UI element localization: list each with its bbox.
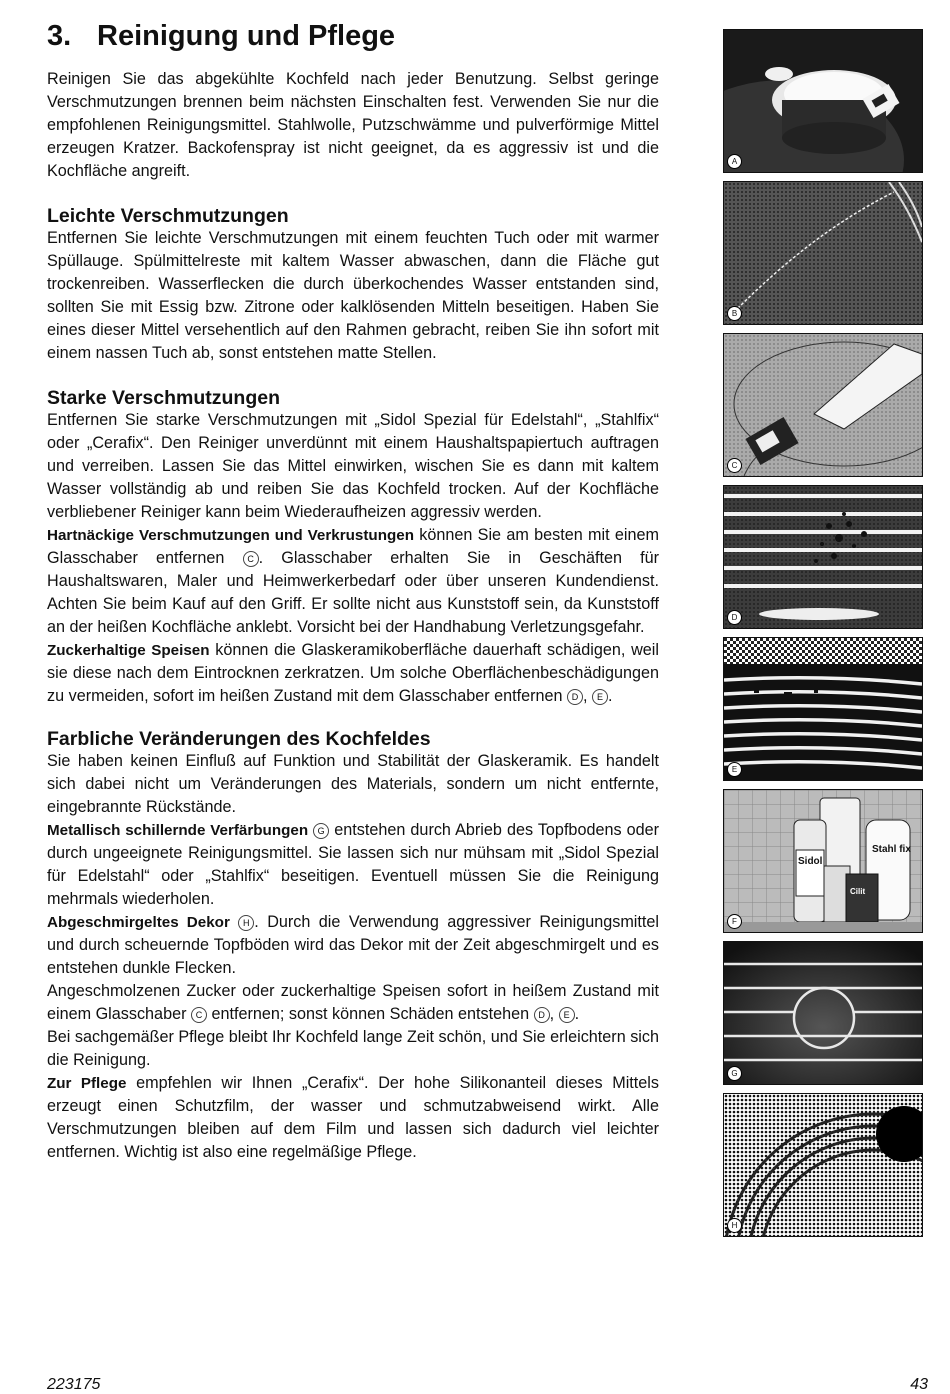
section-heavy-title: Starke Verschmutzungen <box>47 387 280 409</box>
section-light-title: Leichte Verschmutzungen <box>47 205 289 227</box>
melted-sugar-paragraph: Angeschmolzenen Zucker oder zuckerhaltige Speisen sofort in heißem Zustand mit einem Glasschaber C entfernen; sonst können Schäden entstehen D , E . <box>47 982 659 1023</box>
figure-f <box>723 789 923 933</box>
section-color-title: Farbliche Veränderungen des Kochfeldes <box>47 728 431 750</box>
main-column <box>47 18 659 1164</box>
figure-c <box>723 333 923 477</box>
ref-d-2: D <box>534 1007 550 1023</box>
section-light-text: Entfernen Sie leichte Verschmutzungen mit einem feuchten Tuch oder mit warmer Spüllauge. Spülmittelreste mit kaltem Wasser abwaschen, dann die Fläche gut trockenreiben. Wasserflecken die durch überkochendes Wasser entstanden sind, sollten Sie mit Essig bzw. Zitrone oder kalklösenden Mitteln beseitigen. Haben Sie eines dieser Mittel versehentlich auf den Rahmen gebracht, reiben Sie ihn sofort mit einem nassen Tuch ab, sonst entstehen matte Stellen. <box>47 229 659 362</box>
intro-paragraph: Reinigen Sie das abgekühlte Kochfeld nach jeder Benutzung. Selbst geringe Verschmutzungen brennen beim nächsten Einschalten fest. Verwenden Sie nur die empfohlenen Reinigungsmittel. Stahlwolle, Putzschwämme und pulverförmige Mittel erzeugen Kratzer. Backofenspray ist nicht geeignet, da es aggressiv ist und die Kochfläche angreift. <box>47 70 659 180</box>
figure-g <box>723 941 923 1085</box>
figure-a <box>723 29 923 173</box>
cilit-label: Cilit <box>850 887 866 896</box>
figure-e <box>723 637 923 781</box>
ref-c: C <box>243 551 259 567</box>
figure-column <box>723 29 923 1245</box>
figure-label: G <box>727 1066 742 1081</box>
figure-label: B <box>727 306 742 321</box>
figure-label: C <box>727 458 742 473</box>
figure-label: F <box>727 914 742 929</box>
cerafix-paragraph: Zur Pflege empfehlen wir Ihnen „Cerafix“. Der hohe Silikonanteil dieses Mittels erzeugt einen Schutzfilm, der wasser und schmutzabweisend wirkt. Alle Verschmutzungen bleiben auf dem Film und lassen sich dadurch viel leichter entfernen. Wichtig ist also eine regelmäßige Pflege. <box>47 1074 659 1161</box>
stubborn-paragraph: Hartnäckige Verschmutzungen und Verkrustungen können Sie am besten mit einem Glasschaber entfernen C . Glasschaber erhalten Sie in Geschäften für Haushaltswaren, Maler und Heimwerkerbedarf oder über unseren Kundendienst. Achten Sie beim Kauf auf den Griff. Er sollte nicht aus Kunststoff sein, da Kunststoff an der heißen Kochfläche anklebt. Vorsicht bei der Handhabung Verletzungsgefahr. <box>47 526 659 636</box>
ref-d: D <box>567 689 583 705</box>
section-heavy-text: Entfernen Sie starke Verschmutzungen mit „Sidol Spezial für Edelstahl“, „Stahlfix“ oder „Cerafix“. Den Reiniger unverdünnt mit einem Haushaltspapiertuch auftragen und verreiben. Lassen Sie das Mittel einwirken, wischen Sie es dann mit kaltem Wasser vollständig ab und reiben Sie das Kochfeld trocken. Auf der Kochfläche verbliebener Reiniger kann beim Wiederaufheizen aggressiv werden. <box>47 411 659 521</box>
figure-label: D <box>727 610 742 625</box>
figure-label: H <box>727 1218 742 1233</box>
document-code: 223175 <box>47 1376 101 1393</box>
sidol-label: Sidol <box>798 856 823 867</box>
page-title: 3. Reinigung und Pflege <box>47 20 396 52</box>
stahlfix-label: Stahl fix <box>872 844 911 855</box>
figure-b <box>723 181 923 325</box>
ref-g: G <box>313 823 329 839</box>
section-color-text: Sie haben keinen Einfluß auf Funktion und Stabilität der Glaskeramik. Es handelt sich dabei nicht um Veränderungen des Materials, sondern um nicht entfernte, eingebrannte Rückstände. <box>47 752 659 816</box>
figure-label: E <box>727 762 742 777</box>
ref-e: E <box>592 689 608 705</box>
sugar-paragraph: Zuckerhaltige Speisen können die Glaskeramikoberfläche dauerhaft schädigen, weil sie diese nach dem Eintrocknen zerkratzen. Um solche Oberflächenbeschädigungen zu vermeiden, sofort im heißen Zustand mit dem Glasschaber entfernen D , E . <box>47 641 659 705</box>
page-number: 43 <box>910 1376 928 1393</box>
figure-label: A <box>727 154 742 169</box>
ref-e-2: E <box>559 1007 575 1023</box>
decor-paragraph: Abgeschmirgeltes Dekor H . Durch die Verwendung aggressiver Reinigungsmittel und durch scheuernde Topfböden wird das Dekor mit der Zeit abgeschmirgelt und es entstehen dunkle Flecken. <box>47 913 659 977</box>
figure-d <box>723 485 923 629</box>
figure-h <box>723 1093 923 1237</box>
ref-h: H <box>238 915 254 931</box>
metallic-paragraph: Metallisch schillernde Verfärbungen G entstehen durch Abrieb des Topfbodens oder durch ungeeignete Reinigungsmittel. Sie lassen sich nur mühsam mit „Sidol Spezial für Edelstahl“ oder „Stahlfix“ beseitigen. Eventuell müssen Sie die Reinigung mehrmals wiederholen. <box>47 821 660 908</box>
ref-c-2: C <box>191 1007 207 1023</box>
care-paragraph: Bei sachgemäßer Pflege bleibt Ihr Kochfeld lange Zeit schön, und Sie erleichtern sich die Reinigung. <box>47 1028 659 1069</box>
